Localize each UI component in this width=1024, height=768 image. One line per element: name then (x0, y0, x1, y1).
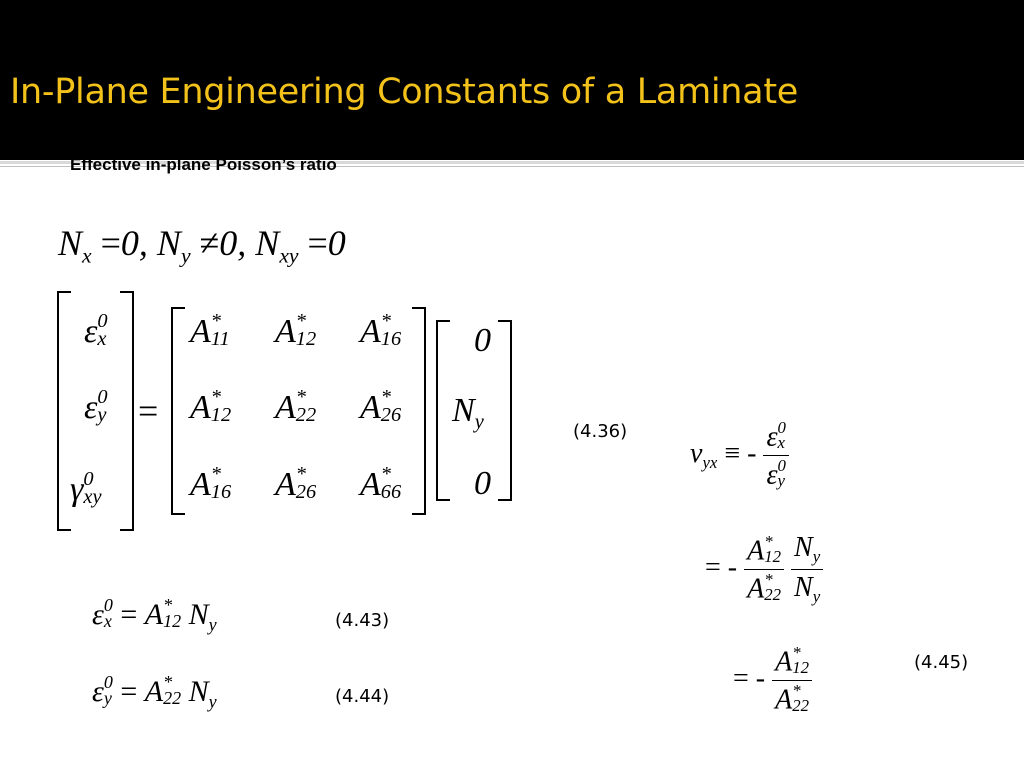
matrix-cell-a16: A * 16 (360, 310, 402, 351)
left-bracket (436, 320, 450, 501)
load-ratio-fraction: $\frac{N_y}{N_y}$ (791, 532, 823, 607)
matrix-cell-a12: A * 12 (190, 386, 232, 427)
final-stiffness-fraction: A * 12 A * 22 (772, 645, 812, 717)
equation-4-43: ε 0 x = A * 12 $N_y$ (92, 595, 217, 635)
load-condition-equation (58, 222, 346, 269)
equals-sign: = (307, 223, 328, 263)
zero-value: 0, (120, 223, 148, 263)
nxy-symbol: N (255, 223, 280, 263)
matrix-cell-a22: A * 22 (275, 386, 317, 427)
equation-label-4-45: (4.45) (914, 652, 969, 673)
slide-subtitle: Effective in-plane Poisson’s ratio (70, 155, 337, 174)
equation-label-4-36: (4.36) (573, 421, 628, 442)
matrix-cell-a12: A * 12 (275, 310, 317, 351)
shear-strain-xy: γ 0 xy (70, 468, 102, 509)
matrix-cell-a26: A * 26 (275, 463, 317, 504)
poisson-ratio-line-2: = - A * 12 A * 22 $\frac{N_y}{N_y}$ (705, 532, 823, 607)
slide-title: In-Plane Engineering Constants of a Laminate (10, 72, 798, 112)
zero-value: 0, (219, 223, 247, 263)
stiffness-ratio-fraction: A * 12 A * 22 (744, 534, 784, 606)
matrix-equals-sign: = (138, 391, 159, 431)
poisson-ratio-line-3: = - A * 12 A * 22 (733, 645, 812, 717)
matrix-cell-a16: A * 16 (190, 463, 232, 504)
not-equal-sign: ≠ (199, 223, 220, 263)
left-bracket (57, 291, 71, 531)
equation-label-4-43: (4.43) (335, 610, 390, 631)
matrix-cell-a11: A * 11 (190, 310, 230, 351)
equation-label-4-44: (4.44) (335, 686, 390, 707)
strain-x: ε 0 x (84, 310, 108, 351)
strain-ratio-fraction: ε 0 x ε 0 y (763, 420, 788, 492)
poisson-ratio-line-1: $\nu_{yx}$ ≡ - ε 0 x ε 0 y (690, 420, 789, 492)
nu-symbol: ν (690, 438, 703, 470)
load-ny: $N_y$ (452, 392, 484, 434)
nxy-subscript: xy (279, 243, 299, 268)
equation-4-44: ε 0 y = A * 22 $N_y$ (92, 672, 217, 712)
load-zero-bottom: 0 (474, 465, 491, 502)
matrix-cell-a26: A * 26 (360, 386, 402, 427)
right-bracket (120, 291, 134, 531)
load-zero-top: 0 (474, 322, 491, 359)
zero-value: 0 (327, 223, 346, 263)
nx-symbol: N (58, 223, 83, 263)
strain-y: ε 0 y (84, 386, 108, 427)
left-bracket (171, 307, 185, 515)
nx-subscript: x (82, 243, 92, 268)
right-bracket (412, 307, 426, 515)
right-bracket (498, 320, 512, 501)
ny-symbol: N (156, 223, 181, 263)
matrix-cell-a66: A * 66 (360, 463, 402, 504)
ny-subscript: y (180, 243, 191, 268)
equals-sign: = (100, 223, 121, 263)
